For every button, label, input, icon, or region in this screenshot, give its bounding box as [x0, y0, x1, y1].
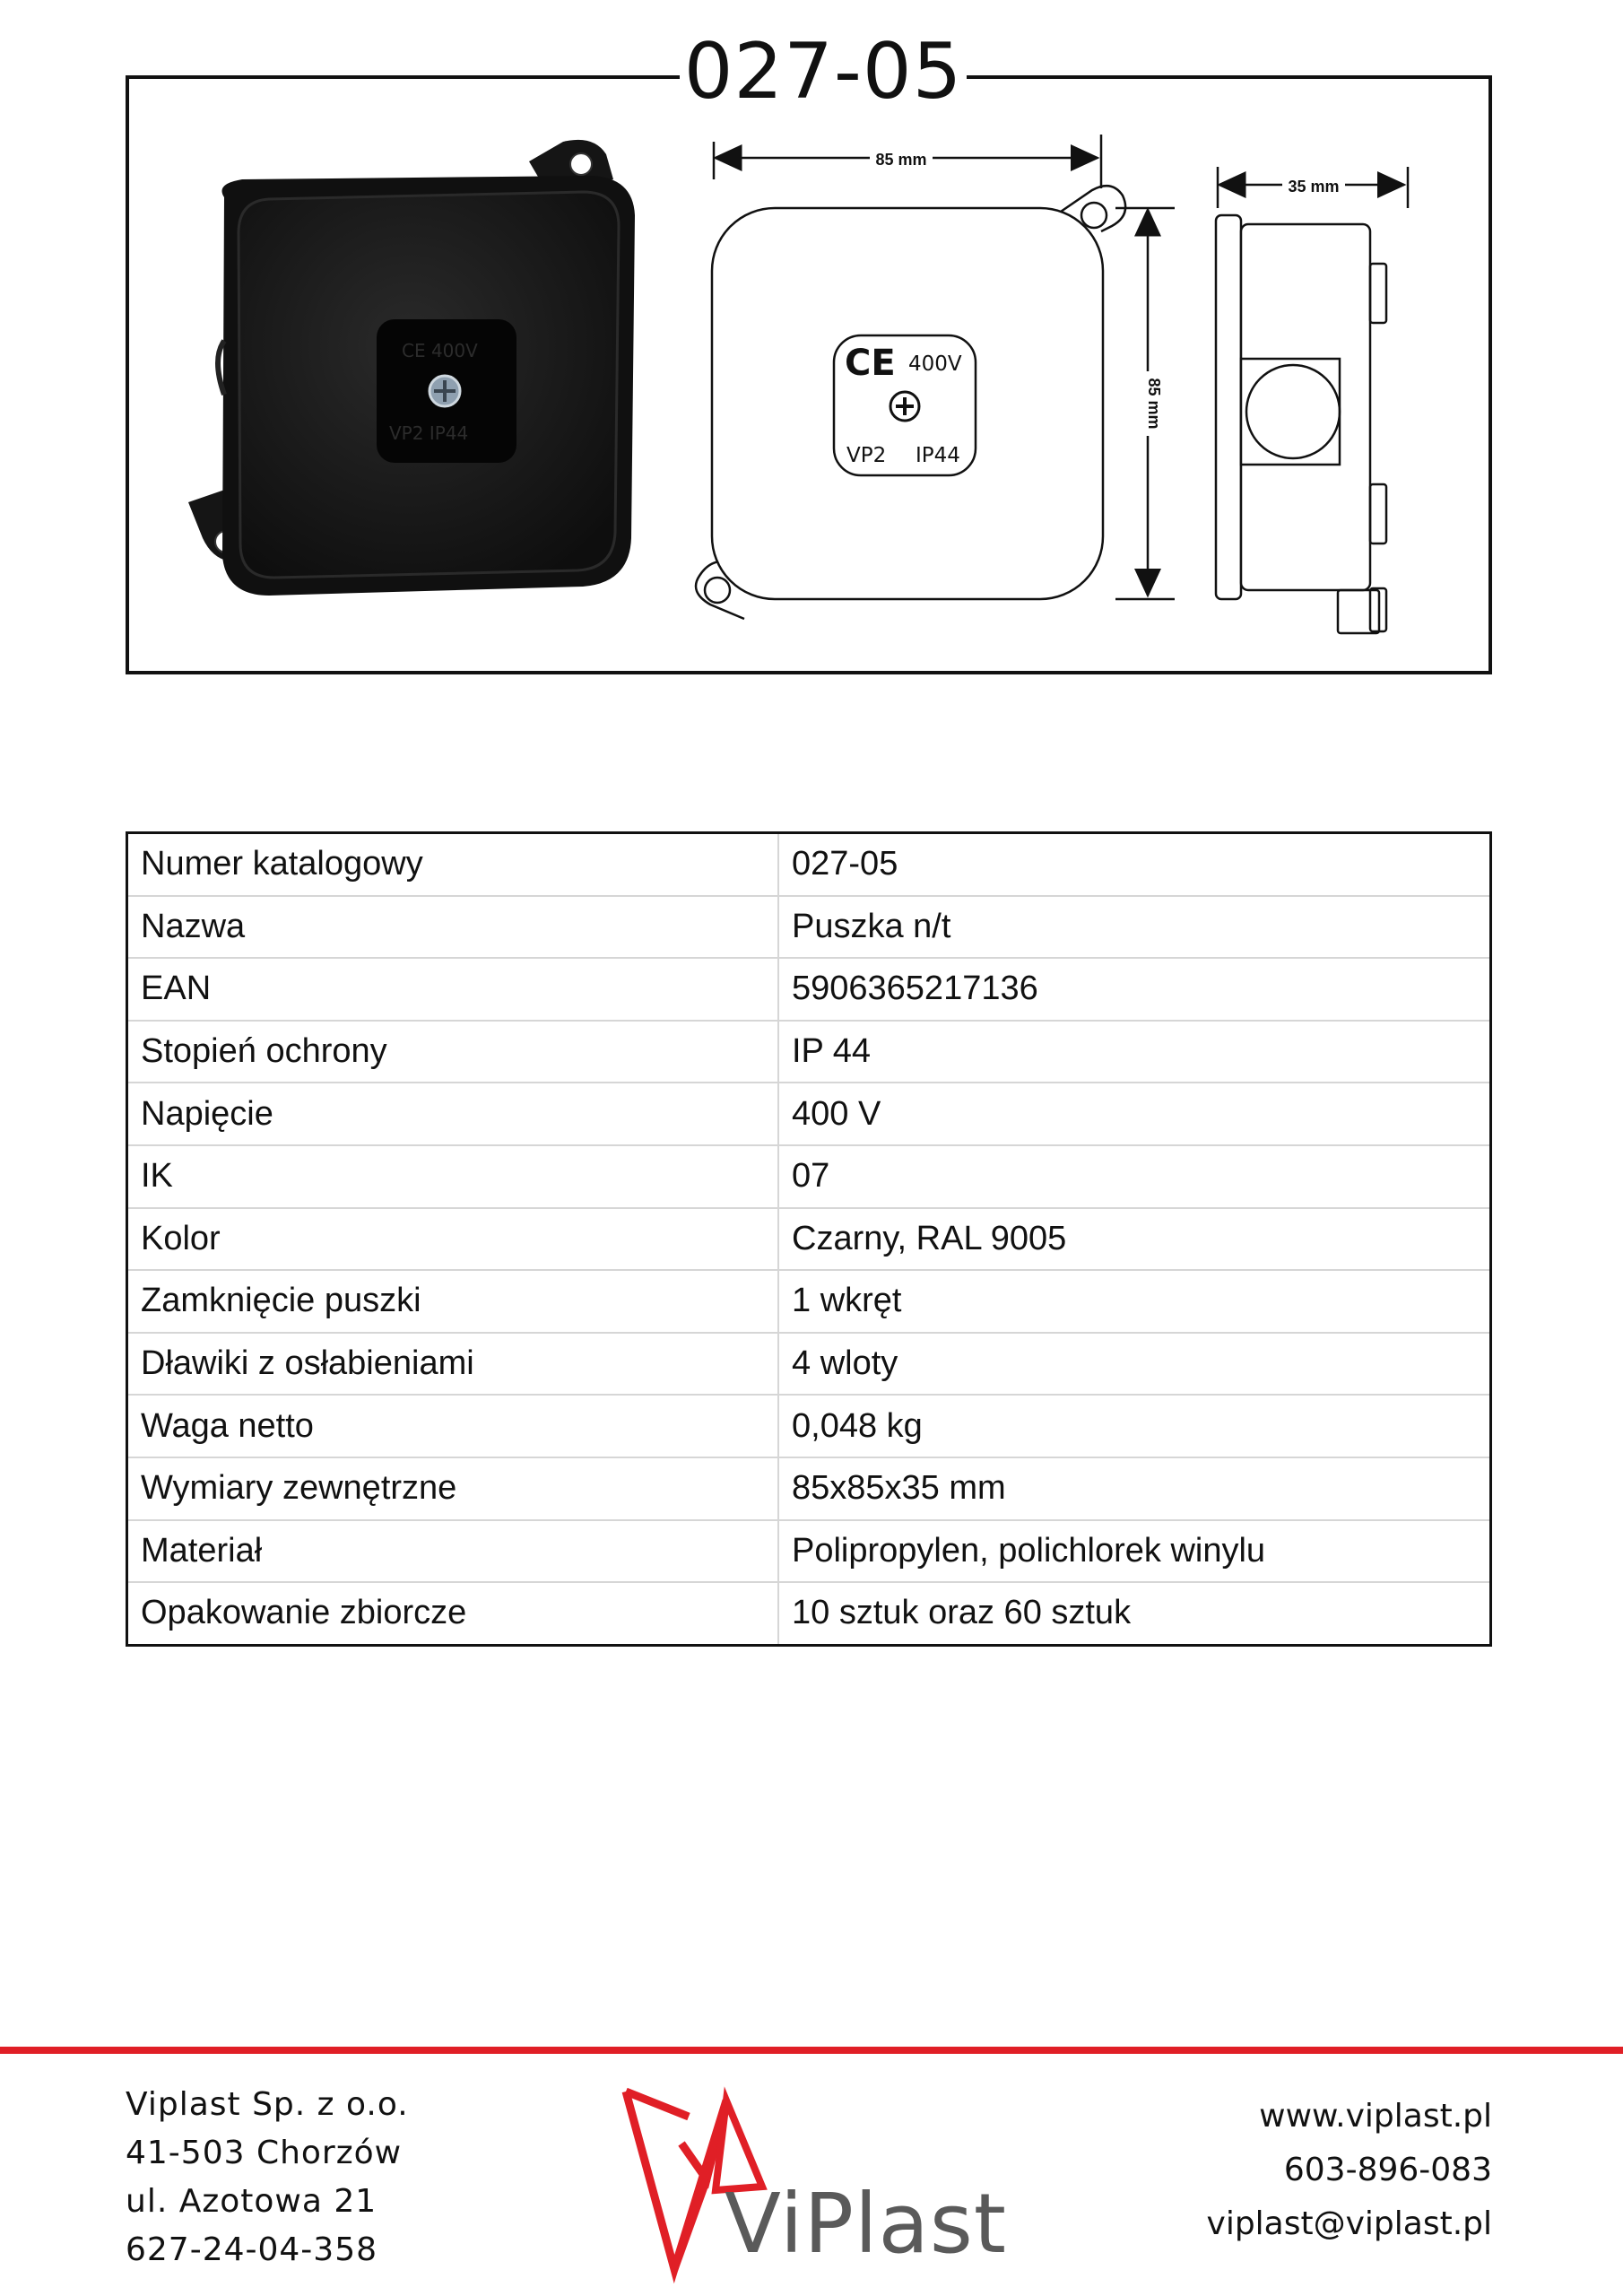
spec-row: [127, 958, 1491, 1021]
box-ip-mark: IP44: [916, 444, 960, 467]
spec-row: [127, 1333, 1491, 1396]
spec-label: Wymiary zewnętrzne: [127, 1457, 779, 1520]
box-voltage-mark: 400V: [908, 352, 962, 376]
email-link[interactable]: viplast@viplast.pl: [1206, 2205, 1492, 2242]
spec-row: [127, 1021, 1491, 1083]
logo-wordmark: ViPlast: [725, 2176, 1007, 2272]
company-contact: [1207, 2090, 1492, 2251]
spec-row: [127, 896, 1491, 959]
spec-value: 10 sztuk oraz 60 sztuk: [778, 1582, 1491, 1645]
spec-row: [127, 1520, 1491, 1583]
spec-row: [127, 833, 1491, 896]
mobile-phone: 603-896-083: [1283, 2152, 1492, 2188]
spec-label: Dławiki z osłabieniami: [127, 1333, 779, 1396]
spec-value: 85x85x35 mm: [778, 1457, 1491, 1520]
svg-text:VP2 IP44: VP2 IP44: [389, 422, 469, 444]
product-drawing: [0, 0, 1623, 682]
spec-value: 400 V: [778, 1083, 1491, 1145]
spec-label: Zamknięcie puszki: [127, 1270, 779, 1333]
spec-label: Nazwa: [127, 896, 779, 959]
spec-value: 0,048 kg: [778, 1395, 1491, 1457]
height-dimension-label: 85 mm: [1145, 378, 1163, 430]
side-view-drawing: [1216, 167, 1408, 633]
spec-row: [127, 1395, 1491, 1457]
front-view-drawing: [696, 135, 1175, 619]
spec-value: IP 44: [778, 1021, 1491, 1083]
spec-label: Numer katalogowy: [127, 833, 779, 896]
depth-dimension-label: 35 mm: [1288, 178, 1340, 196]
spec-label: Napięcie: [127, 1083, 779, 1145]
width-dimension-label: 85 mm: [875, 151, 927, 169]
spec-label: Materiał: [127, 1520, 779, 1583]
company-name: Viplast Sp. z o.o.: [126, 2086, 409, 2123]
box-class-mark: VP2: [846, 444, 887, 467]
spec-value: 07: [778, 1145, 1491, 1208]
spec-value: Puszka n/t: [778, 896, 1491, 959]
product-code-title: 027-05: [680, 27, 967, 117]
spec-row: [127, 1145, 1491, 1208]
spec-value: Czarny, RAL 9005: [778, 1208, 1491, 1271]
postal-code-city: 41-503 Chorzów: [126, 2135, 403, 2171]
spec-row: [127, 1582, 1491, 1645]
website-link[interactable]: www.viplast.pl: [1259, 2098, 1492, 2135]
spec-row: [127, 1270, 1491, 1333]
spec-label: IK: [127, 1145, 779, 1208]
specifications-table: [126, 831, 1492, 1647]
spec-value: Polipropylen, polichlorek winylu: [778, 1520, 1491, 1583]
spec-row: [127, 1457, 1491, 1520]
spec-value: 1 wkręt: [778, 1270, 1491, 1333]
spec-label: Waga netto: [127, 1395, 779, 1457]
spec-row: [127, 1083, 1491, 1145]
spec-value: 5906365217136: [778, 958, 1491, 1021]
spec-value: 027-05: [792, 845, 898, 883]
spec-row: [127, 1208, 1491, 1271]
spec-label: EAN: [127, 958, 779, 1021]
spec-label: Kolor: [127, 1208, 779, 1271]
office-phone: 627-24-04-358: [126, 2231, 378, 2268]
ce-mark-icon: CE: [845, 343, 896, 384]
spec-label: Stopień ochrony: [127, 1021, 779, 1083]
spec-label: Opakowanie zbiorcze: [127, 1582, 779, 1645]
product-photo: [188, 140, 635, 596]
street-address: ul. Azotowa 21: [126, 2183, 378, 2220]
svg-text:CE 400V: CE 400V: [402, 340, 478, 361]
footer-divider: [0, 2047, 1623, 2054]
spec-value: 4 wloty: [778, 1333, 1491, 1396]
company-address: [126, 2081, 409, 2274]
